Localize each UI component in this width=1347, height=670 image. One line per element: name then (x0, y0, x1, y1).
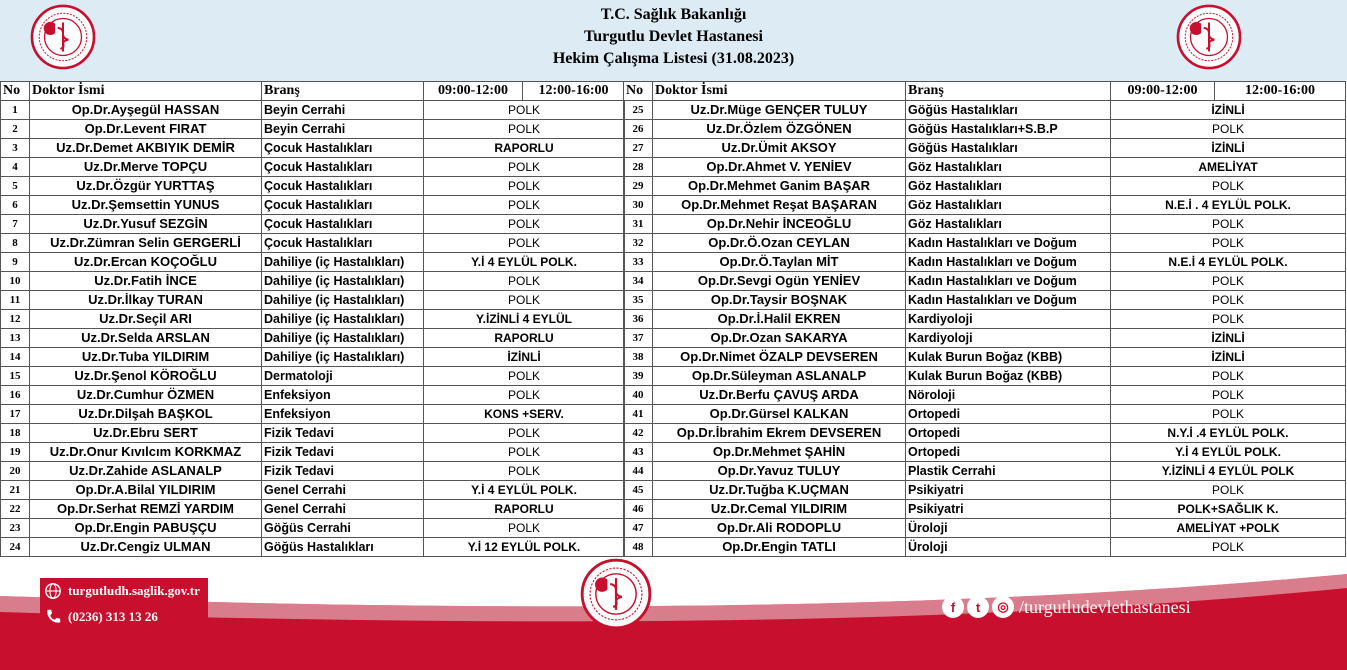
table-row (624, 177, 1346, 196)
table-row (1, 253, 625, 272)
row-status: POLK (1111, 177, 1346, 196)
row-status: POLK (424, 196, 625, 215)
table-row (624, 272, 1346, 291)
row-branch: Genel Cerrahi (262, 500, 424, 519)
website-row[interactable] (40, 578, 208, 604)
row-doctor: Uz.Dr.Dilşah BAŞKOL (30, 405, 262, 424)
table-row (624, 101, 1346, 120)
row-status: POLK (424, 177, 625, 196)
row-branch: Göz Hastalıkları (906, 177, 1111, 196)
row-status: POLK (1111, 386, 1346, 405)
row-status: POLK (424, 272, 625, 291)
row-no: 20 (1, 462, 30, 481)
row-branch: Nöroloji (906, 386, 1111, 405)
row-status: N.Y.İ .4 EYLÜL POLK. (1111, 424, 1346, 443)
row-status: POLK (1111, 538, 1346, 557)
row-branch: Ortopedi (906, 443, 1111, 462)
table-row (1, 481, 625, 500)
row-no: 10 (1, 272, 30, 291)
row-doctor: Op.Dr.Ali RODOPLU (653, 519, 906, 538)
table-row (1, 443, 625, 462)
table-row (1, 386, 625, 405)
row-no: 29 (624, 177, 653, 196)
row-doctor: Uz.Dr.Ercan KOÇOĞLU (30, 253, 262, 272)
row-doctor: Uz.Dr.Cumhur ÖZMEN (30, 386, 262, 405)
row-no: 21 (1, 481, 30, 500)
table-row (624, 291, 1346, 310)
row-no: 39 (624, 367, 653, 386)
col-branch: Branş (906, 82, 1111, 101)
row-status: POLK (424, 234, 625, 253)
table-row (1, 139, 625, 158)
row-branch: Göğüs Hastalıkları (906, 101, 1111, 120)
row-doctor: Uz.Dr.Tuğba K.UÇMAN (653, 481, 906, 500)
row-no: 36 (624, 310, 653, 329)
row-branch: Kadın Hastalıkları ve Doğum (906, 291, 1111, 310)
row-no: 18 (1, 424, 30, 443)
header-titles (0, 4, 1347, 70)
row-no: 24 (1, 538, 30, 557)
row-no: 44 (624, 462, 653, 481)
row-branch: Dahiliye (iç Hastalıkları) (262, 310, 424, 329)
table-row (624, 234, 1346, 253)
row-branch: Çocuk Hastalıkları (262, 177, 424, 196)
col-branch: Branş (262, 82, 424, 101)
row-doctor: Op.Dr.Ayşegül HASSAN (30, 101, 262, 120)
row-branch: Psikiyatri (906, 500, 1111, 519)
table-row (624, 519, 1346, 538)
row-no: 37 (624, 329, 653, 348)
table-row (1, 234, 625, 253)
row-doctor: Uz.Dr.Zümran Selin GERGERLİ (30, 234, 262, 253)
row-status: POLK (424, 367, 625, 386)
row-doctor: Op.Dr.Engin TATLI (653, 538, 906, 557)
row-branch: Genel Cerrahi (262, 481, 424, 500)
row-no: 27 (624, 139, 653, 158)
row-no: 6 (1, 196, 30, 215)
table-row (1, 519, 625, 538)
row-status: Y.İ 4 EYLÜL POLK. (424, 253, 625, 272)
row-status: POLK (1111, 310, 1346, 329)
row-status: Y.İ 4 EYLÜL POLK. (1111, 443, 1346, 462)
row-branch: Enfeksiyon (262, 386, 424, 405)
row-status: POLK (424, 386, 625, 405)
row-no: 30 (624, 196, 653, 215)
row-branch: Çocuk Hastalıkları (262, 158, 424, 177)
col-no: No (1, 82, 30, 101)
row-status: RAPORLU (424, 329, 625, 348)
row-status: N.E.İ . 4 EYLÜL POLK. (1111, 196, 1346, 215)
row-status: POLK (424, 462, 625, 481)
row-doctor: Op.Dr.Mehmet ŞAHİN (653, 443, 906, 462)
row-status: İZİNLİ (1111, 348, 1346, 367)
row-no: 16 (1, 386, 30, 405)
row-status: Y.İ 4 EYLÜL POLK. (424, 481, 625, 500)
table-row (1, 196, 625, 215)
row-doctor: Uz.Dr.Selda ARSLAN (30, 329, 262, 348)
title-ministry: T.C. Sağlık Bakanlığı (600, 6, 747, 23)
row-doctor: Op.Dr.Ahmet V. YENİEV (653, 158, 906, 177)
row-branch: Dahiliye (iç Hastalıkları) (262, 253, 424, 272)
table-row (1, 291, 625, 310)
row-status: Y.İ 12 EYLÜL POLK. (424, 538, 625, 557)
row-branch: Çocuk Hastalıkları (262, 139, 424, 158)
col-no: No (624, 82, 653, 101)
row-branch: Göğüs Hastalıkları (906, 139, 1111, 158)
row-no: 34 (624, 272, 653, 291)
table-row (624, 405, 1346, 424)
row-status: POLK (424, 101, 625, 120)
row-doctor: Uz.Dr.Şenol KÖROĞLU (30, 367, 262, 386)
row-status: İZİNLİ (1111, 139, 1346, 158)
row-branch: Göz Hastalıkları (906, 215, 1111, 234)
row-doctor: Uz.Dr.Özlem ÖZGÖNEN (653, 120, 906, 139)
row-doctor: Uz.Dr.Merve TOPÇU (30, 158, 262, 177)
row-status: POLK (1111, 405, 1346, 424)
row-branch: Kadın Hastalıkları ve Doğum (906, 234, 1111, 253)
table-row (624, 158, 1346, 177)
row-no: 8 (1, 234, 30, 253)
row-status: POLK (1111, 234, 1346, 253)
row-status: POLK (424, 120, 625, 139)
table-row (1, 272, 625, 291)
table-row (1, 177, 625, 196)
table-row (624, 367, 1346, 386)
table-row (624, 310, 1346, 329)
row-no: 22 (1, 500, 30, 519)
phone-row (40, 604, 208, 630)
row-status: POLK (424, 215, 625, 234)
row-status: POLK (1111, 215, 1346, 234)
row-branch: Beyin Cerrahi (262, 101, 424, 120)
row-branch: Dermatoloji (262, 367, 424, 386)
row-branch: Ortopedi (906, 405, 1111, 424)
table-row (624, 386, 1346, 405)
row-status: Y.İZİNLİ 4 EYLÜL POLK (1111, 462, 1346, 481)
row-doctor: Op.Dr.Süleyman ASLANALP (653, 367, 906, 386)
row-no: 5 (1, 177, 30, 196)
table-row (1, 462, 625, 481)
row-no: 15 (1, 367, 30, 386)
social-links (942, 596, 1191, 618)
title-list: Hekim Çalışma Listesi (31.08.2023) (552, 50, 795, 67)
table-row (1, 405, 625, 424)
table-row (1, 101, 625, 120)
row-status: POLK (1111, 120, 1346, 139)
row-branch: Enfeksiyon (262, 405, 424, 424)
row-doctor: Uz.Dr.Özgür YURTTAŞ (30, 177, 262, 196)
row-doctor: Op.Dr.İ.Halil EKREN (653, 310, 906, 329)
row-status: RAPORLU (424, 139, 625, 158)
row-doctor: Uz.Dr.Yusuf SEZGİN (30, 215, 262, 234)
row-no: 12 (1, 310, 30, 329)
table-row (624, 215, 1346, 234)
row-status: RAPORLU (424, 500, 625, 519)
row-doctor: Op.Dr.A.Bilal YILDIRIM (30, 481, 262, 500)
row-doctor: Uz.Dr.Şemsettin YUNUS (30, 196, 262, 215)
phone-number: (0236) 313 13 26 (68, 609, 158, 624)
row-no: 42 (624, 424, 653, 443)
row-status: İZİNLİ (424, 348, 625, 367)
table-row (1, 500, 625, 519)
row-branch: Üroloji (906, 519, 1111, 538)
table-row (624, 253, 1346, 272)
table-row (624, 462, 1346, 481)
row-no: 45 (624, 481, 653, 500)
row-branch: Plastik Cerrahi (906, 462, 1111, 481)
row-branch: Fizik Tedavi (262, 443, 424, 462)
row-status: İZİNLİ (1111, 101, 1346, 120)
table-row (1, 329, 625, 348)
col-morning: 09:00-12:00 (1111, 82, 1215, 101)
row-no: 47 (624, 519, 653, 538)
row-no: 23 (1, 519, 30, 538)
table-row (624, 424, 1346, 443)
row-doctor: Uz.Dr.Zahide ASLANALP (30, 462, 262, 481)
table-row (624, 329, 1346, 348)
col-afternoon: 12:00-16:00 (523, 82, 625, 101)
row-doctor: Uz.Dr.Cengiz ULMAN (30, 538, 262, 557)
twitter-icon[interactable]: t (967, 596, 989, 618)
row-status: N.E.İ 4 EYLÜL POLK. (1111, 253, 1346, 272)
row-branch: Göz Hastalıkları (906, 158, 1111, 177)
row-doctor: Op.Dr.Ozan SAKARYA (653, 329, 906, 348)
row-doctor: Uz.Dr.Ebru SERT (30, 424, 262, 443)
row-branch: Fizik Tedavi (262, 462, 424, 481)
row-no: 19 (1, 443, 30, 462)
col-doctor: Doktor İsmi (30, 82, 262, 101)
row-branch: Kardiyoloji (906, 310, 1111, 329)
row-doctor: Uz.Dr.Cemal YILDIRIM (653, 500, 906, 519)
row-branch: Kadın Hastalıkları ve Doğum (906, 253, 1111, 272)
row-no: 7 (1, 215, 30, 234)
table-row (1, 120, 625, 139)
table-row (1, 424, 625, 443)
row-status: AMELİYAT +POLK (1111, 519, 1346, 538)
row-branch: Dahiliye (iç Hastalıkları) (262, 329, 424, 348)
row-doctor: Op.Dr.İbrahim Ekrem DEVSEREN (653, 424, 906, 443)
row-branch: Kadın Hastalıkları ve Doğum (906, 272, 1111, 291)
table-row (1, 215, 625, 234)
row-branch: Çocuk Hastalıkları (262, 234, 424, 253)
row-status: KONS +SERV. (424, 405, 625, 424)
row-branch: Fizik Tedavi (262, 424, 424, 443)
row-doctor: Op.Dr.Sevgi Ogün YENİEV (653, 272, 906, 291)
row-branch: Göğüs Hastalıkları (262, 538, 424, 557)
col-doctor: Doktor İsmi (653, 82, 906, 101)
row-doctor: Uz.Dr.Fatih İNCE (30, 272, 262, 291)
table-row (624, 139, 1346, 158)
row-branch: Psikiyatri (906, 481, 1111, 500)
col-morning: 09:00-12:00 (424, 82, 523, 101)
table-header-row (1, 82, 625, 101)
table-row (624, 500, 1346, 519)
row-status: POLK (424, 443, 625, 462)
table-row (624, 443, 1346, 462)
row-no: 9 (1, 253, 30, 272)
table-row (624, 120, 1346, 139)
row-no: 26 (624, 120, 653, 139)
row-status: AMELİYAT (1111, 158, 1346, 177)
col-afternoon: 12:00-16:00 (1215, 82, 1346, 101)
row-status: POLK (424, 424, 625, 443)
table-row (624, 348, 1346, 367)
row-doctor: Uz.Dr.İlkay TURAN (30, 291, 262, 310)
row-no: 43 (624, 443, 653, 462)
row-no: 1 (1, 101, 30, 120)
row-branch: Çocuk Hastalıkları (262, 215, 424, 234)
row-doctor: Uz.Dr.Tuba YILDIRIM (30, 348, 262, 367)
row-doctor: Op.Dr.Yavuz TULUY (653, 462, 906, 481)
row-no: 25 (624, 101, 653, 120)
row-doctor: Op.Dr.Mehmet Ganim BAŞAR (653, 177, 906, 196)
table-row (624, 196, 1346, 215)
website-link[interactable]: turgutludh.saglik.gov.tr (68, 583, 200, 598)
row-no: 3 (1, 139, 30, 158)
row-doctor: Op.Dr.Nehir İNCEOĞLU (653, 215, 906, 234)
row-no: 41 (624, 405, 653, 424)
schedule-table-right (623, 81, 1346, 557)
table-header-row (624, 82, 1346, 101)
row-doctor: Op.Dr.Taysir BOŞNAK (653, 291, 906, 310)
row-status: POLK (424, 519, 625, 538)
row-doctor: Uz.Dr.Seçil ARI (30, 310, 262, 329)
ministry-logo-footer (580, 558, 652, 630)
row-no: 2 (1, 120, 30, 139)
facebook-icon[interactable]: f (942, 596, 964, 618)
row-doctor: Uz.Dr.Onur Kıvılcım KORKMAZ (30, 443, 262, 462)
row-no: 33 (624, 253, 653, 272)
table-row (1, 310, 625, 329)
row-no: 17 (1, 405, 30, 424)
row-no: 46 (624, 500, 653, 519)
row-branch: Göğüs Hastalıkları+S.B.P (906, 120, 1111, 139)
row-doctor: Op.Dr.Serhat REMZİ YARDIM (30, 500, 262, 519)
row-doctor: Op.Dr.Mehmet Reşat BAŞARAN (653, 196, 906, 215)
schedule-table-left (0, 81, 625, 557)
row-doctor: Op.Dr.Engin PABUŞÇU (30, 519, 262, 538)
row-no: 28 (624, 158, 653, 177)
phone-icon (44, 608, 62, 626)
row-branch: Üroloji (906, 538, 1111, 557)
row-status: POLK+SAĞLIK K. (1111, 500, 1346, 519)
row-status: POLK (424, 291, 625, 310)
row-no: 38 (624, 348, 653, 367)
row-branch: Dahiliye (iç Hastalıkları) (262, 291, 424, 310)
row-no: 13 (1, 329, 30, 348)
row-no: 35 (624, 291, 653, 310)
row-doctor: Op.Dr.Levent FIRAT (30, 120, 262, 139)
table-row (624, 538, 1346, 557)
row-doctor: Uz.Dr.Berfu ÇAVUŞ ARDA (653, 386, 906, 405)
row-branch: Çocuk Hastalıkları (262, 196, 424, 215)
row-no: 31 (624, 215, 653, 234)
row-doctor: Uz.Dr.Ümit AKSOY (653, 139, 906, 158)
row-status: POLK (424, 158, 625, 177)
row-branch: Dahiliye (iç Hastalıkları) (262, 272, 424, 291)
row-doctor: Uz.Dr.Demet AKBIYIK DEMİR (30, 139, 262, 158)
row-status: İZİNLİ (1111, 329, 1346, 348)
row-no: 4 (1, 158, 30, 177)
instagram-icon[interactable]: ◎ (992, 596, 1014, 618)
row-doctor: Op.Dr.Nimet ÖZALP DEVSEREN (653, 348, 906, 367)
table-row (1, 348, 625, 367)
table-row (1, 538, 625, 557)
social-handle[interactable]: /turgutludevlethastanesi (1019, 596, 1191, 617)
row-doctor: Uz.Dr.Müge GENÇER TULUY (653, 101, 906, 120)
row-status: POLK (1111, 367, 1346, 386)
row-no: 32 (624, 234, 653, 253)
row-branch: Kulak Burun Boğaz (KBB) (906, 367, 1111, 386)
row-branch: Beyin Cerrahi (262, 120, 424, 139)
row-branch: Göğüs Cerrahi (262, 519, 424, 538)
row-branch: Ortopedi (906, 424, 1111, 443)
table-row (1, 158, 625, 177)
title-hospital: Turgutlu Devlet Hastanesi (584, 28, 763, 45)
row-status: POLK (1111, 481, 1346, 500)
contact-box (40, 578, 208, 630)
row-branch: Kardiyoloji (906, 329, 1111, 348)
row-status: POLK (1111, 291, 1346, 310)
row-no: 14 (1, 348, 30, 367)
row-doctor: Op.Dr.Ö.Ozan CEYLAN (653, 234, 906, 253)
row-doctor: Op.Dr.Ö.Taylan MİT (653, 253, 906, 272)
row-branch: Göz Hastalıkları (906, 196, 1111, 215)
row-no: 11 (1, 291, 30, 310)
table-row (624, 481, 1346, 500)
table-row (1, 367, 625, 386)
row-doctor: Op.Dr.Gürsel KALKAN (653, 405, 906, 424)
row-branch: Dahiliye (iç Hastalıkları) (262, 348, 424, 367)
row-no: 40 (624, 386, 653, 405)
globe-icon (44, 582, 62, 600)
row-status: POLK (1111, 272, 1346, 291)
row-status: Y.İZİNLİ 4 EYLÜL (424, 310, 625, 329)
row-no: 48 (624, 538, 653, 557)
row-branch: Kulak Burun Boğaz (KBB) (906, 348, 1111, 367)
